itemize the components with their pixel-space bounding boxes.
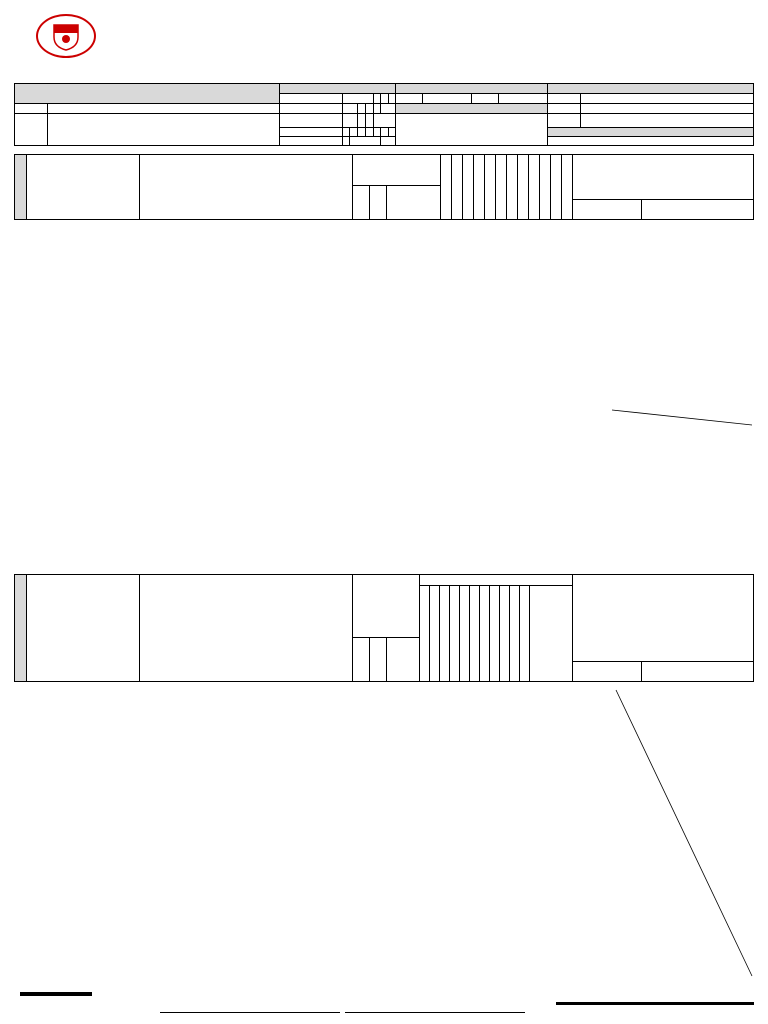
dpto-value bbox=[581, 94, 754, 104]
centro-poblado-value bbox=[548, 137, 754, 146]
student-table-bottom bbox=[14, 574, 754, 682]
col-procedencia bbox=[573, 155, 753, 200]
ie-forma bbox=[365, 114, 373, 128]
periodo-inicio bbox=[423, 94, 472, 104]
prov-value bbox=[581, 104, 754, 114]
approval-table bbox=[556, 1002, 754, 1005]
ie-caracteristica bbox=[365, 104, 373, 114]
ie-number bbox=[342, 94, 373, 104]
ie-gestion bbox=[381, 94, 389, 104]
ie-turno bbox=[389, 128, 396, 137]
col-nombres bbox=[140, 155, 353, 220]
ugel-code bbox=[48, 104, 280, 114]
summary-mujeres bbox=[68, 995, 92, 996]
ugel-name bbox=[48, 114, 280, 146]
crossout-line-top bbox=[612, 410, 752, 425]
ie-modalidad bbox=[342, 137, 350, 146]
signature-1 bbox=[160, 1012, 340, 1014]
ugel-heading bbox=[15, 84, 280, 104]
ie-grado bbox=[358, 128, 366, 137]
student-table-top bbox=[14, 154, 754, 220]
periodo-fin bbox=[499, 94, 548, 104]
col-fecha bbox=[353, 156, 440, 186]
ie-seccion bbox=[373, 128, 381, 137]
periodo-heading bbox=[396, 84, 548, 94]
summary-table bbox=[20, 992, 92, 996]
ubicacion-heading bbox=[548, 84, 754, 94]
ministry-logo bbox=[36, 14, 104, 60]
signature-2 bbox=[345, 1012, 525, 1014]
info-header-table bbox=[14, 83, 754, 146]
ie-modular bbox=[342, 104, 357, 114]
ie-heading bbox=[279, 84, 395, 94]
dist-value bbox=[581, 114, 754, 128]
centro-poblado-heading bbox=[548, 128, 754, 137]
peru-shield-icon bbox=[36, 14, 96, 58]
crossout-line-bottom bbox=[616, 690, 752, 976]
ie-nivel bbox=[342, 128, 350, 137]
col-dni bbox=[27, 155, 140, 220]
datos-estudiante-heading bbox=[396, 104, 548, 114]
